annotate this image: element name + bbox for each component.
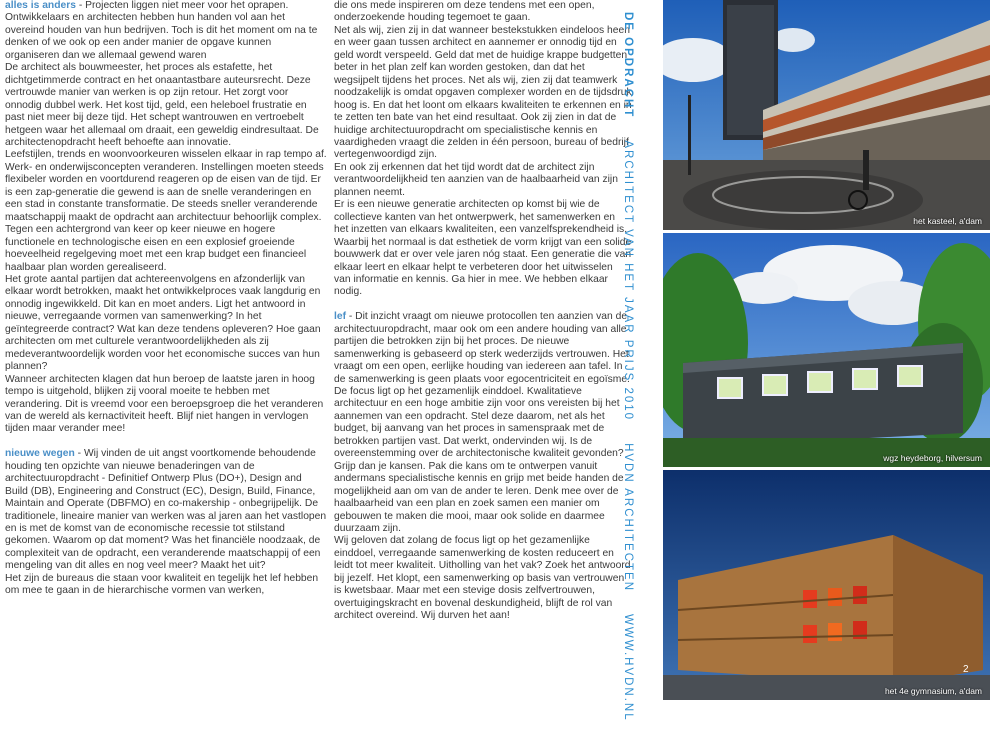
photo-kasteel [663,0,990,230]
photo-heydeborg [663,233,990,467]
paragraph: De architect als bouwmeester, het proces als estafette, het dichtgetimmerde contract en het onaantastbare auteursrecht. Deze vertrouwde manier van werken is op zijn retour. Het zorgt voor onnodig dubbel werk. Het kost tijd, geld, een heleboel frustratie en past niet meer bij deze tijd. Het schept wantrouwen en vertroebelt hetgeen waar het allemaal om draait, een geweldig eindresultaat. De architectenopdracht heeft behoefte aan innovatie. [5,62,319,148]
photo-heydeborg-image [663,233,990,467]
photo-caption: het kasteel, a'dam [913,216,982,226]
paragraph: die ons mede inspireren om deze tendens met een open, onderzoekende houding tegemoet te gaan. [334,0,595,24]
text-column-left [5,0,327,700]
paragraph: Wanneer architecten klagen dat hun beroep de laatste jaren in hoog tempo is uitgehold, blijken zij vooral moeite te hebben met verandering. Dit is vreemd voor een beroepsgroep die het veranderen van de wereld als kernactiviteit heeft. Blijf niet hangen in vervlogen tijden maar verander mee! [5,373,324,435]
photo-gymnasium-image [663,470,990,700]
paragraph-text: - Dit inzicht vraagt om nieuwe protocollen ten aanzien van de architectuuropdracht, maar ook om een andere houding van alle partijen die betrokken zijn bij het proces. De nieuwe samenwerking is gebaseerd op sterk wederzijds vertrouwen. Het vraagt om een open, eerlijke houding van iedereen aan tafel. In de samenwerking is geen plaats voor egocentriciteit en egoïsme. De focus ligt op het gezamenlijk einddoel. Kwalitatieve architectuur en een hoge ambitie zijn voor ons vereisten bij het aannemen van een opdracht. Stel deze daarom, net als het budget, bij aanvang van het proces in samenspraak met de betrokken partijen vast. Dat werkt, ondervinden wij. Is de overeenstemming over de architectonische kwaliteit gevonden? Grijp dan je kansen. Pak die kans om te ontwerpen vanuit andermans specialistische kennis en grijp met beide handen de mogelijkheid aan om van de ander te leren. Denk mee over de haalbaarheid van een plan en zoek samen een manier om gebouwen te maken die mooi, maar ook solide en daarmee duurzaam zijn. [334,311,630,535]
photo-caption: wgz heydeborg, hilversum [883,453,982,463]
paragraph: Er is een nieuwe generatie architecten op komst bij wie de collectieve kanten van het ontwerpwerk, het samenwerken en het inzetten van elkaars kwaliteiten, een vanzelfsprekendheid is. Waarbij het normaal is dat esthetiek de vorm krijgt van een solide bouwwerk dat er over vele jaren nóg staat. Een generatie die van elkaar leert en elkaar helpt te verbeteren door het uitwisselen van informatie en kennis. Ga hier in mee. We hebben elkaar nodig. [334,199,632,298]
text-column-right [334,0,632,700]
paragraph: Het grote aantal partijen dat achtereenvolgens en afzonderlijk van elkaar wordt betrokken, maakt het ontwikkelproces vaak langdurig en onnodig ingewikkeld. Dit kan en moet anders. Ligt het antwoord in nieuwe, verregaande vormen van samenwerking? In het geïntegreerde contract? Wat kan deze tendens opleveren? Hoe gaan architecten om met culturele verantwoordelijkheden als zij medeverantwoordelijk worden voor het economische succes van hun plannen? [5,273,321,373]
page-number: 2 [963,664,969,675]
paragraph [334,311,632,535]
paragraph: Het zijn de bureaus die staan voor kwaliteit en tegelijk het lef hebben om mee te gaan in de hierarchische vormen van werken, [5,572,319,597]
paragraph-text: - Projecten liggen niet meer voor het oprapen. Ontwikkelaars en architecten hebben hun handen vol aan het overeind houden van hun bedrijven. Toch is dit het moment om na te denken of we ook op een ander manier de opgave kunnen organiseren dan we allemaal gewend waren [5,0,318,61]
sidebar-url: WWW.HVDN.NL [622,614,634,722]
paragraph: Wij geloven dat zolang de focus ligt op het gezamenlijke einddoel, verregaande samenwerking de kosten reduceert en leidt tot meer kwaliteit. Uitholling van het vak? Zoek het antwoord bij jezelf. Het klopt, een samenwerking op basis van vertrouwen is kwetsbaar. Maar met een stevige dosis zelfvertrouwen, overtuigingskracht en bovenal deskundigheid, blijft de rol van architect overeind. Wij durven het aan! [334,535,631,622]
paragraph-text: - Wij vinden de uit angst voortkomende behoudende houding ten opzichte van nieuwe benaderingen van de architectuuropdracht - Definitief Ontwerp Plus (DO+), Design and Build (DB), Engineering and Construct (EC), Design, Build, Finance, Maintain and Operate (DBFMO) en co-makership - onbegrijpelijk. De traditionele, lineaire manier van werken was al jaren aan het vastlopen en is met de komst van de economische recessie tot stilstand gekomen. Waarom op dat moment? Was het financiële noodzaak, de complexiteit van de opdracht, een veranderende maatschappij of een mengeling van dit alles en nog veel meer? Maakt het uit? [5,448,327,572]
photo-caption: het 4e gymnasium, a'dam [884,686,982,696]
sidebar-firm: HVDN ARCHITECTEN [622,443,634,593]
paragraph [5,0,327,62]
section-lead: lef [334,311,347,323]
photo-gymnasium [663,470,990,700]
section-lead: alles is anders [5,0,76,11]
paragraph: En ook zij erkennen dat het tijd wordt dat de architect zijn verantwoordelijkheid ten aanzien van de haalbaarheid van zijn plannen neemt. [334,161,618,198]
photo-kasteel-image [663,0,990,230]
paragraph [5,448,327,573]
paragraph: Leefstijlen, trends en woonvoorkeuren wisselen elkaar in rap tempo af. Werk- en onderwijsconcepten veranderen. Instellingen moeten steeds flexibeler worden en voortdurend reageren op de eisen van de tijd. Er is een zap-generatie die gewend is aan de snelle veranderingen en een stad in constante transformatie. De steeds sneller veranderende maatschappij maakt de opdracht aan architectuur behoorlijk complex. Tegen een achtergrond van keer op keer nieuwe en hogere functionele en technologische eisen en een explosief groeiende hoeveelheid regelgeving moet met een krap budget een financieel haalbaar plan worden gerealiseerd. [5,149,327,273]
vertical-sidebar-title [612,12,634,722]
section-lead: nieuwe wegen [5,448,75,460]
sidebar-award: ARCHITECT VAN HET JAAR PRIJS 2010 [622,140,634,422]
sidebar-section: DE OPDRACHT [622,12,634,119]
paragraph: Net als wij, zien zij in dat wanneer bestekstukken eindeloos heen en weer gaan tussen architect en aannemer er onnodig tijd en geld wordt verspeeld. Geld dat met de huidige krappe budgetten beter in het plan zelf kan worden gestoken, dan dat het wegsijpelt tijdens het proces. Net als wij, zien zij dat teamwerk noodzakelijk is omdat opgaven complexer worden en de tijdsdruk hoog is. En dat het loont om elkaars kwaliteiten te erkennen en in te zetten ten bate van het eind resultaat. Ook zij zien in dat de huidige architectuuropdracht om specialistische kennis en vaardigheden vraagt die zelden in één persoon, bureau of bedrijf vertegenwoordigd zijn. [334,24,632,161]
